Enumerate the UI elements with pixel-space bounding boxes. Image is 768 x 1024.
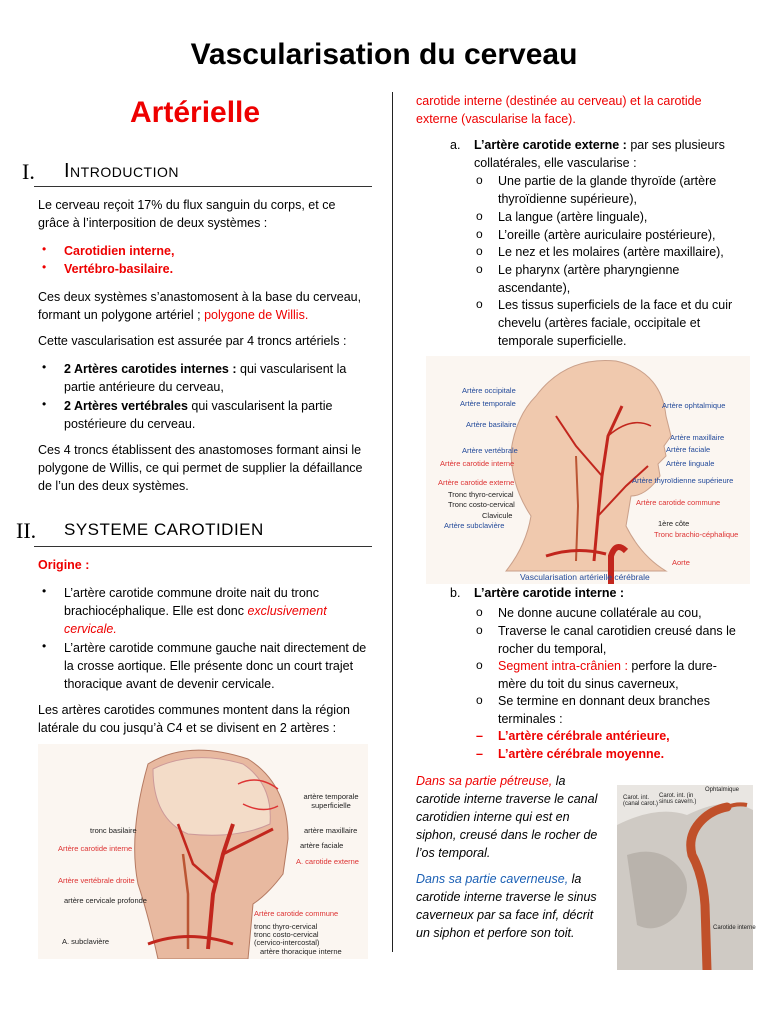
red-item-carotidien: Carotidien interne, bbox=[64, 244, 175, 258]
origin-right-text: L’artère carotide commune droite nait du tronc brachiocéphalique. Elle est donc bbox=[64, 586, 319, 618]
bullet-o: o bbox=[476, 262, 483, 276]
figure-label: artère thoracique interne bbox=[260, 947, 342, 956]
head-arteries-figure bbox=[426, 356, 750, 584]
carotid-siphon-figure bbox=[617, 785, 756, 970]
division-paragraph: Les artères carotides communes montent dans la région latérale du cou jusqu’à C4 et se divisent en 2 artères : bbox=[38, 703, 350, 735]
figure-label: artère cervicale profonde bbox=[64, 896, 147, 905]
carotid-intro-red: carotide interne (destinée au cerveau) et la carotide externe (vascularise la face). bbox=[416, 94, 702, 126]
intro-paragraph: Le cerveau reçoit 17% du flux sanguin du corps, et ce grâce à l’interposition de deux systèmes : bbox=[38, 198, 336, 230]
trunk-bold: 2 Artères carotides internes : bbox=[64, 362, 237, 376]
trunk-text: qui vascularisent la partie antérieure du cerveau, bbox=[64, 362, 347, 394]
external-item: Le pharynx (artère pharyngienne ascendante), bbox=[498, 263, 680, 295]
figure-label: Clavicule bbox=[482, 511, 513, 520]
figure-label: A. carotide externe bbox=[296, 857, 359, 866]
external-carotid-intro bbox=[474, 136, 744, 172]
figure-label: Carotide interne bbox=[713, 925, 756, 931]
trunk-item-carotid bbox=[64, 360, 364, 396]
figure-label: Artère carotide interne bbox=[58, 844, 133, 853]
section2-rule bbox=[34, 546, 372, 547]
figure-label: Artère maxillaire bbox=[670, 433, 725, 442]
section2-heading: SYSTEME CAROTIDIEN bbox=[64, 520, 264, 539]
figure-label: tronc thyro-cervical bbox=[254, 922, 318, 931]
origin-item-right bbox=[64, 584, 364, 638]
figure-label: Artère carotide interne bbox=[440, 459, 515, 468]
terminal-branch-anterior: L’artère cérébrale antérieure, bbox=[498, 729, 670, 743]
trunk-text: qui vascularisent la partie postérieure du cerveau. bbox=[64, 399, 333, 431]
figure-label: Ophtalmique bbox=[705, 787, 740, 793]
external-item: L’oreille (artère auriculaire postérieure), bbox=[498, 228, 716, 242]
bullet-dot: • bbox=[42, 260, 47, 274]
figure-label: Artère ophtalmique bbox=[662, 401, 726, 410]
figure-label: Artère faciale bbox=[666, 445, 711, 454]
origine-label: Origine : bbox=[38, 558, 90, 572]
figure-label: tronc basilaire bbox=[90, 826, 137, 835]
trunk-bold: 2 Artères vertébrales bbox=[64, 399, 188, 413]
figure-label: Artère thyroïdienne supérieure bbox=[632, 476, 734, 485]
figure-label: Carot. int. (in sinus cavern.) bbox=[659, 793, 697, 805]
figure-label: Artère subclavière bbox=[444, 521, 505, 530]
section2-number: II. bbox=[16, 518, 37, 543]
internal-carotid-heading: L’artère carotide interne : bbox=[474, 586, 625, 600]
anastomosis-text: Ces deux systèmes s’anastomosent à la base du cerveau, formant un polygone artériel ; bbox=[38, 290, 362, 322]
internal-item: Se termine en donnant deux branches terminales : bbox=[498, 694, 710, 726]
bullet-o: o bbox=[476, 693, 483, 707]
bullet-o: o bbox=[476, 244, 483, 258]
bullet-o: o bbox=[476, 209, 483, 223]
figure-label: Tronc thyro-cervical bbox=[448, 490, 514, 499]
bullet-o: o bbox=[476, 605, 483, 619]
figure-caption: Vascularisation artérielle cérébrale bbox=[520, 572, 650, 582]
bullet-o: o bbox=[476, 227, 483, 241]
dash-marker: – bbox=[476, 747, 483, 761]
cavernous-blue: Dans sa partie caverneuse, bbox=[416, 872, 569, 886]
figure-label: artère temporale superficielle bbox=[303, 792, 359, 810]
column-divider bbox=[392, 92, 393, 952]
figure-label: Artère occipitale bbox=[462, 386, 516, 395]
page-title: Vascularisation du cerveau bbox=[190, 38, 578, 71]
section-subtitle: Artérielle bbox=[130, 96, 261, 129]
figure-label: Artère vertébrale bbox=[462, 446, 518, 455]
intracranial-text: perfore la dure-mère du toit du sinus caverneux, bbox=[498, 659, 717, 691]
figure-label: Artère temporale bbox=[460, 399, 516, 408]
figure-label: Aorte bbox=[672, 558, 690, 567]
carotid-siphon-illustration bbox=[617, 785, 753, 970]
bullet-o: o bbox=[476, 658, 483, 672]
figure-label: Tronc costo-cervical bbox=[448, 500, 515, 509]
external-item: Le nez et les molaires (artère maxillaire), bbox=[498, 245, 724, 259]
dash-marker: – bbox=[476, 729, 483, 743]
figure-label: Artère carotide commune bbox=[636, 498, 721, 507]
bullet-o: o bbox=[476, 297, 483, 311]
willis-red-text: polygone de Willis. bbox=[204, 308, 309, 322]
origin-right-period: . bbox=[113, 622, 117, 636]
bullet-o: o bbox=[476, 623, 483, 637]
section1-number: I. bbox=[22, 159, 35, 184]
external-carotid-text: par ses plusieurs collatérales, elle vascularise : bbox=[474, 138, 725, 170]
figure-label: Carot. int. (canal carot.) bbox=[623, 795, 659, 807]
bullet-dot: • bbox=[42, 639, 47, 653]
figure-label: Artère vertébrale droite bbox=[58, 876, 135, 885]
figure-label: Artère basilaire bbox=[466, 420, 517, 429]
trunk-item-vertebral bbox=[64, 397, 364, 433]
internal-item: Ne donne aucune collatérale au cou, bbox=[498, 606, 702, 620]
item-label-a: a. bbox=[450, 138, 461, 152]
intracranial-red: Segment intra-crânien : bbox=[498, 659, 628, 673]
figure-label: tronc costo-cervical bbox=[254, 930, 319, 939]
figure-label: artère faciale bbox=[300, 841, 344, 850]
figure-label: A. subclavière bbox=[62, 937, 110, 946]
red-item-vertebro: Vertébro-basilaire. bbox=[64, 262, 174, 276]
figure-label: Artère carotide externe bbox=[438, 478, 515, 487]
petrous-red: Dans sa partie pétreuse, bbox=[416, 774, 553, 788]
anastomosis-paragraph bbox=[38, 288, 368, 324]
bullet-dot: • bbox=[42, 242, 47, 256]
figure-label: Tronc brachio-céphalique bbox=[654, 530, 739, 539]
figure-label: Artère carotide commune bbox=[254, 909, 339, 918]
section1-rule bbox=[34, 186, 372, 187]
petrous-text: la carotide interne traverse le canal carotidien interne qui est en siphon, creusé dans le rocher de l’os temporal. bbox=[416, 774, 598, 860]
terminal-branch-middle: L’artère cérébrale moyenne. bbox=[498, 747, 665, 761]
external-carotid-bold: L’artère carotide externe : bbox=[474, 138, 627, 152]
petrous-paragraph bbox=[416, 772, 606, 862]
external-item: Les tissus superficiels de la face et du cuir chevelu (artères faciale, occipitale et temporale superficielle. bbox=[498, 298, 733, 348]
cavernous-text: la carotide interne traverse le sinus caverneux par sa face inf, décrit un siphon et perfore son toit. bbox=[416, 872, 597, 940]
figure-label: artère maxillaire bbox=[304, 826, 358, 835]
bullet-dot: • bbox=[42, 584, 47, 598]
internal-item: Traverse le canal carotidien creusé dans le rocher du temporal, bbox=[498, 624, 736, 656]
bullet-dot: • bbox=[42, 397, 47, 411]
section1-heading: Introduction bbox=[64, 160, 179, 182]
external-item: Une partie de la glande thyroïde (artère thyroïdienne supérieure), bbox=[498, 174, 717, 206]
external-item: La langue (artère linguale), bbox=[498, 210, 648, 224]
origin-right-italic: exclusivement cervicale bbox=[64, 604, 327, 636]
internal-item-intracranial bbox=[498, 657, 744, 693]
cavernous-paragraph bbox=[416, 870, 606, 942]
origin-item-left: L’artère carotide commune gauche nait directement de la crosse aortique. Elle présente donc un court trajet thoracique avant de devenir cervicale. bbox=[64, 641, 367, 691]
figure-label: Artère linguale bbox=[666, 459, 715, 468]
bullet-o: o bbox=[476, 173, 483, 187]
bullet-dot: • bbox=[42, 360, 47, 374]
trunks-intro: Cette vascularisation est assurée par 4 troncs artériels : bbox=[38, 334, 347, 348]
willis-paragraph: Ces 4 troncs établissent des anastomoses formant ainsi le polygone de Willis, ce qui permet de supplier la défaillance de l’un des deux systèmes. bbox=[38, 443, 363, 493]
figure-label: (cervico-intercostal) bbox=[254, 938, 320, 947]
item-label-b: b. bbox=[450, 586, 461, 600]
figure-label: 1ère côte bbox=[658, 519, 690, 528]
carotid-anatomy-figure bbox=[38, 744, 368, 959]
